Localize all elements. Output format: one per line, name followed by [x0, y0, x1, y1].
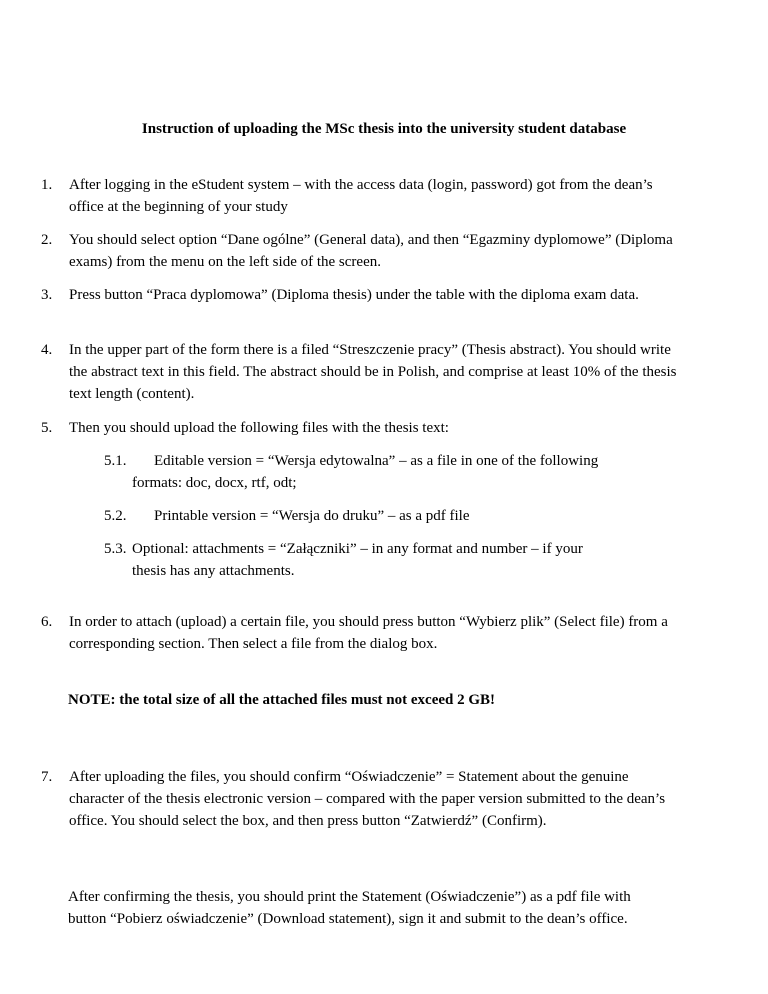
sub-item-5-3	[104, 538, 674, 582]
sub-item-text: Editable version = “Wersja edytowalna” – as a file in one of the following	[154, 453, 599, 469]
list-item-3	[41, 284, 681, 306]
list-item-text: After logging in the eStudent system – with the access data (login, password) got from the dean’s office at the beginning of your study	[69, 177, 653, 215]
list-item-number: 1.	[41, 177, 53, 193]
list-item-text: After uploading the files, you should confirm “Oświadczenie” = Statement about the genuine character of the thesis electronic version – compared with the paper version submitted to the dean’s office. You should select the box, and then press button “Zatwierdź” (Confirm).	[69, 769, 666, 829]
final-paragraph: After confirming the thesis, you should print the Statement (Oświadczenie”) as a pdf file with button “Pobierz oświadczenie” (Download statement), sign it and submit to the dean’s office.	[68, 889, 631, 927]
document-title: Instruction of uploading the MSc thesis into the university student database	[141, 121, 627, 137]
list-item-text: Press button “Praca dyplomowa” (Diploma thesis) under the table with the diploma exam data.	[69, 287, 639, 303]
sub-item-text: Printable version = “Wersja do druku” – as a pdf file	[154, 508, 470, 524]
list-item-number: 7.	[41, 769, 53, 785]
sub-item-number: 5.1.	[104, 453, 127, 469]
sub-item-number: 5.3.	[104, 541, 127, 557]
list-item-4	[41, 339, 681, 405]
list-item-text: Then you should upload the following files with the thesis text:	[69, 420, 449, 436]
list-item-number: 4.	[41, 342, 53, 358]
list-item-6	[41, 611, 681, 655]
list-item-number: 3.	[41, 287, 53, 303]
list-item-2	[41, 229, 681, 273]
sub-item-continuation: thesis has any attachments.	[132, 563, 295, 579]
list-item-7	[41, 766, 681, 832]
list-item-text: In order to attach (upload) a certain file, you should press button “Wybierz plik” (Select file) from a corresponding section. Then select a file from the dialog box.	[69, 614, 668, 652]
list-item-number: 6.	[41, 614, 53, 630]
list-item-5	[41, 417, 681, 439]
size-limit-note: NOTE: the total size of all the attached files must not exceed 2 GB!	[68, 692, 496, 708]
sub-item-number: 5.2.	[104, 508, 127, 524]
list-item-text: You should select option “Dane ogólne” (General data), and then “Egazminy dyplomowe” (Diploma exams) from the menu on the left side of the screen.	[69, 232, 673, 270]
sub-item-text: Optional: attachments = “Załączniki” – in any format and number – if your	[132, 541, 583, 557]
sub-item-5-2	[104, 505, 674, 527]
list-item-1	[41, 174, 681, 218]
sub-item-continuation: formats: doc, docx, rtf, odt;	[132, 475, 297, 491]
list-item-number: 5.	[41, 420, 53, 436]
sub-item-5-1	[104, 450, 674, 494]
list-item-text: In the upper part of the form there is a filed “Streszczenie pracy” (Thesis abstract). You should write the abstract text in this field. The abstract should be in Polish, and comprise at least 10% of the thesis text length (content).	[69, 342, 677, 402]
list-item-number: 2.	[41, 232, 53, 248]
